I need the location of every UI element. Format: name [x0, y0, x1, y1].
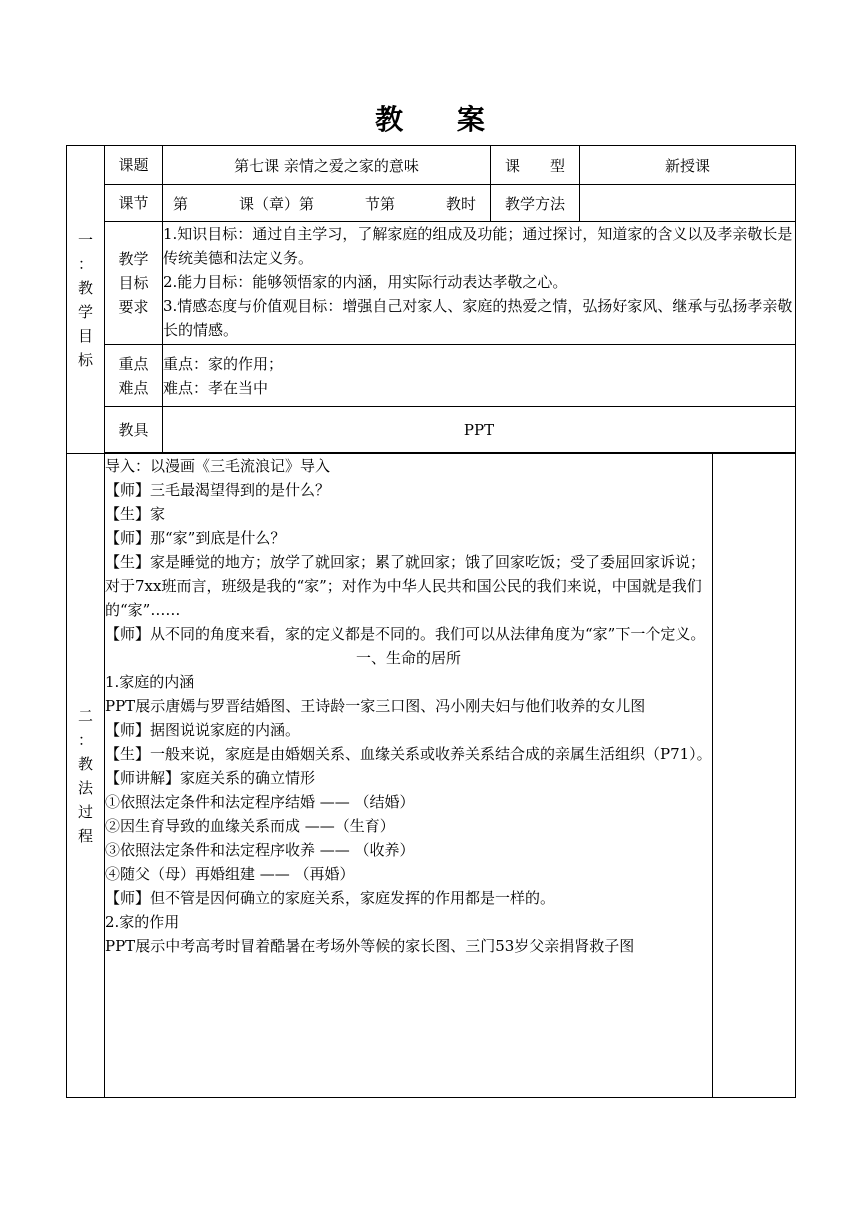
key-point-item: 难点：孝在当中: [163, 378, 269, 397]
lesson-plan-table: [66, 145, 796, 1098]
process-line: 【生】家是睡觉的地方；放学了就回家；累了就回家；饿了回家吃饭；受了委屈回家诉说；对于7xx班而言，班级是我的“家”；对作为中华人民共和国公民的我们来说，中国就是我们的“家”……: [105, 553, 706, 619]
process-notes-column: [713, 454, 796, 1098]
type-value: 新授课: [580, 146, 796, 185]
section1-label: 一 ： 教 学 目 标: [67, 146, 105, 454]
tools-label: 教具: [105, 407, 163, 453]
period-value: 第 课（章）第 节第 教时: [163, 185, 491, 222]
method-label: 教学方法: [491, 185, 580, 222]
type-label: 课 型: [491, 146, 580, 185]
objective-item: 1.知识目标：通过自主学习，了解家庭的组成及功能；通过探讨，知道家的含义以及孝亲敬长是传统美德和法定义务。: [163, 225, 793, 267]
process-line: ②因生育导致的血缘关系而成 ——（生育）: [105, 817, 395, 835]
period-label: 课节: [105, 185, 163, 222]
document-title: 教 案: [375, 103, 507, 136]
objectives-content: [163, 222, 796, 345]
process-line: 【生】一般来说，家庭是由婚姻关系、血缘关系或收养关系结合成的亲属生活组织（P71）。: [105, 745, 712, 763]
process-line: 【师】但不管是因何确立的家庭关系，家庭发挥的作用都是一样的。: [105, 889, 556, 907]
topic-label: 课题: [105, 146, 163, 185]
process-line: 【师】三毛最渴望得到的是什么？: [105, 481, 331, 499]
section2-label: 二 ： 教 法 过 程: [67, 454, 105, 1098]
process-line: 1.家庭的内涵: [105, 673, 195, 691]
process-line: 2.家的作用: [105, 913, 180, 931]
key-points-label: 重点 难点: [105, 345, 163, 407]
process-heading: 一、生命的居所: [355, 649, 461, 667]
topic-value: 第七课 亲情之爱之家的意味: [163, 146, 491, 185]
method-value: [580, 185, 796, 222]
process-line: PPT展示中考高考时冒着酷暑在考场外等候的家长图、三门53岁父亲捐肾救子图: [105, 937, 635, 955]
process-content: [105, 454, 713, 1098]
process-line: 【师】从不同的角度来看，家的定义都是不同的。我们可以从法律角度为“家”下一个定义。: [105, 625, 706, 643]
key-point-item: 重点：家的作用；: [163, 354, 284, 373]
tools-value: PPT: [163, 407, 796, 453]
objectives-label: 教学 目标 要求: [105, 222, 163, 345]
process-line: 【师】据图说说家庭的内涵。: [105, 721, 301, 739]
process-line: 【师】那“家”到底是什么？: [105, 529, 286, 547]
process-line: 【师讲解】家庭关系的确立情形: [105, 769, 316, 787]
process-line: 导入：以漫画《三毛流浪记》导入: [105, 457, 331, 475]
process-line: ①依照法定条件和法定程序结婚 —— （结婚）: [105, 793, 415, 811]
process-line: PPT展示唐嫣与罗晋结婚图、王诗龄一家三口图、冯小刚夫妇与他们收养的女儿图: [105, 697, 646, 715]
key-points-content: [163, 345, 796, 407]
process-line: 【生】家: [105, 505, 166, 523]
process-line: ④随父（母）再婚组建 —— （再婚）: [105, 865, 355, 883]
process-line: ③依照法定条件和法定程序收养 —— （收养）: [105, 841, 415, 859]
objective-item: 2.能力目标：能够领悟家的内涵，用实际行动表达孝敬之心。: [163, 273, 568, 291]
objective-item: 3.情感态度与价值观目标：增强自己对家人、家庭的热爱之情，弘扬好家风、继承与弘扬孝亲敬长的情感。: [163, 297, 793, 339]
